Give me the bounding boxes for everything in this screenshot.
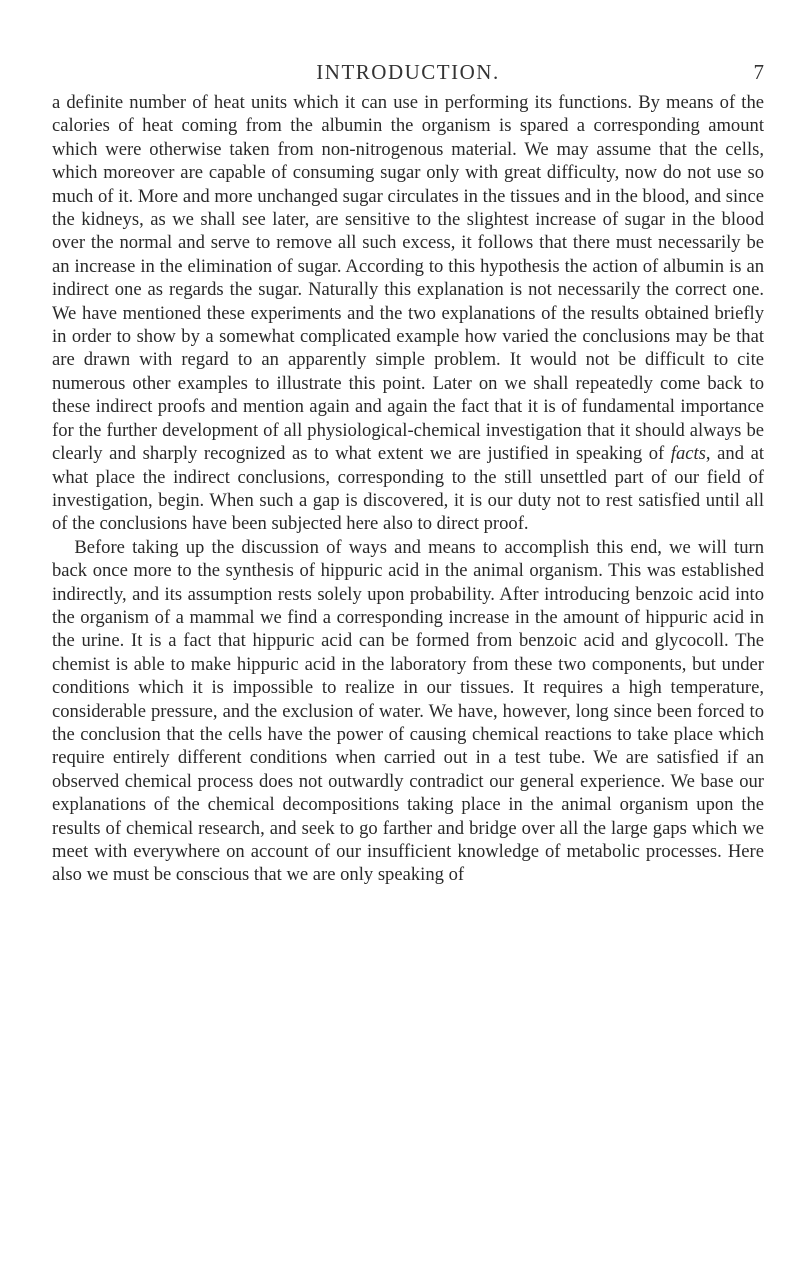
body-text [52, 91, 764, 887]
paragraph: Before taking up the discussion of ways and means to accomplish this end, we will turn back once more to the synthesis of hippuric acid in the animal organism. This was established indirectly, and its assumption rests solely upon probability. After introducing benzoic acid into the organism of a mammal we find a corresponding increase in the amount of hippuric acid in the urine. It is a fact that hippuric acid can be formed from benzoic acid and glycocoll. The chemist is able to make hippuric acid in the laboratory from these two components, but under conditions which it is impossible to realize in our tissues. It requires a high temperature, considerable pressure, and the exclusion of water. We have, however, long since been forced to the conclusion that the cells have the power of causing chemical reactions to take place which require entirely different conditions when carried out in a test tube. We are satisfied if an observed chemical process does not outwardly contradict our general experience. We base our explanations of the chemical decompositions taking place in the animal organism upon the results of chemical research, and seek to go farther and bridge over all the large gaps which we meet with everywhere on account of our insufficient knowledge of metabolic processes. Here also we must be conscious that we are only speaking of [52, 536, 764, 886]
paragraph-continued [52, 91, 764, 536]
paragraph-text-part: , and at what place the indirect conclusions, corresponding to the still unsettled part of our field of investigation, begin. When such a gap is discovered, it is our duty not to rest satisfied until all of the conclusions have been subjected here also to direct proof. [52, 443, 765, 535]
emphasized-word: facts [670, 443, 706, 465]
page-number: 7 [753, 60, 764, 84]
running-title: INTRODUCTION. [316, 60, 500, 84]
paragraph-text-part: a definite number of heat units which it can use in performing its functions. By means of the calories of heat coming from the albumin the organism is spared a corresponding amount which were otherwise taken from non-nitrogenous material. We may assume that the cells, which moreover are capable of consuming sugar only with great difficulty, now do not use so much of it. More and more unchanged sugar circulates in the tissues and in the blood, and since the kidneys, as we shall see later, are sensitive to the slightest increase of sugar in the blood over the normal and serve to remove all such excess, it follows that there must necessarily be an increase in the elimination of sugar. According to this hypothesis the action of albumin is an indirect one as regards the sugar. Naturally this explanation is not necessarily the correct one. We have mentioned these experiments and the two explanations of the results obtained briefly in order to show by a somewhat complicated example how varied the conclusions may be that are drawn with regard to an apparently simple problem. It would not be difficult to cite numerous other examples to illustrate this point. Later on we shall repeatedly come back to these indirect proofs and mention again and again the fact that it is of fundamental importance for the further development of all physiological-chemical investigation that it should always be clearly and sharply recognized as to what extent we are justified in speaking of [52, 92, 764, 465]
running-head [52, 57, 764, 87]
